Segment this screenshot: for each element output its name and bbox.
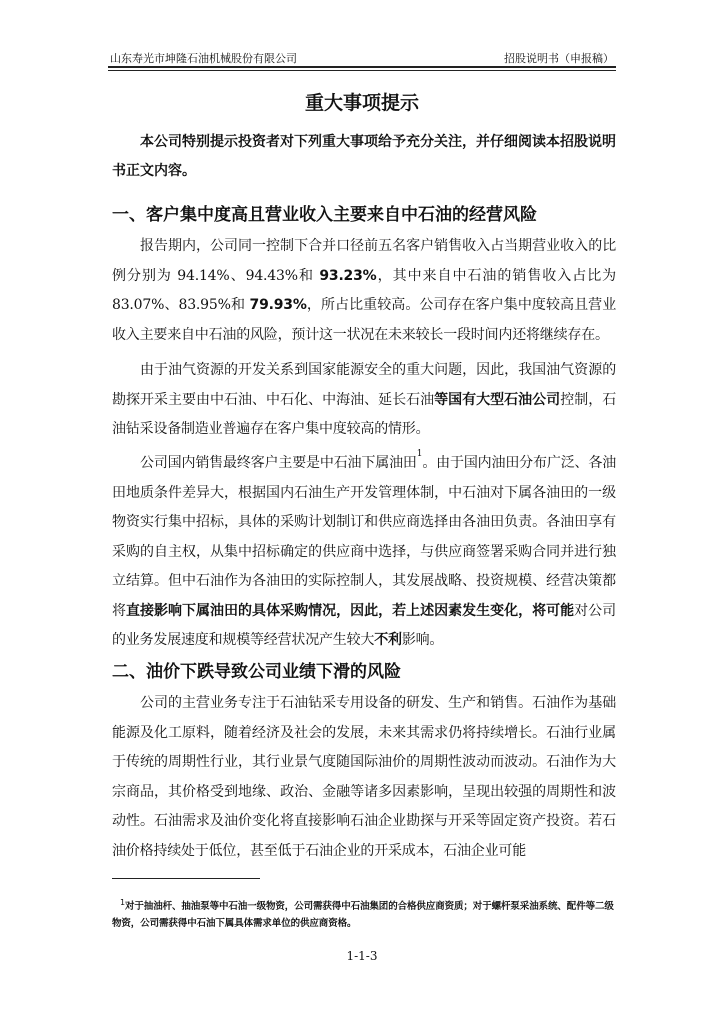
text-span: 公司国内销售最终客户主要是中石油下属油田 [140,455,417,471]
section-2-heading: 二、油价下跌导致公司业绩下滑的风险 [112,662,401,682]
footnote-reference[interactable]: 1 [416,449,423,459]
section-1-paragraph-3 [112,449,616,656]
header-company-name: 山东寿光市坤隆石油机械股份有限公司 [110,52,297,65]
text-span: ，其中来自中石油的销售收入占比为 83.07%、83.95%和 [112,267,616,313]
bold-text: 不利 [374,632,402,648]
text-span: 报告期内，公司同一控制下合并口径前五名客户销售收入占当期营业收入的比例分别为 94.14%、94.43%和 [112,238,616,284]
header-rule-thin [108,70,616,71]
page-title: 重大事项提示 [304,92,419,114]
text-span: 影响。 [401,632,444,648]
footnote-mark: 1 [120,898,125,907]
section-1-paragraph-1 [112,232,616,350]
text-span: 控制，石油钻采设备制造业普遍存在客户集中度较高的情形。 [112,391,617,437]
footnote-text: 对于抽油杆、抽油泵等中石油一级物资，公司需获得中石油集团的合格供应商资质；对于螺杆泵采油系统、配件等二级物资，公司需获得中石油下属具体需求单位的供应商资格。 [112,901,614,929]
text-span: 由于油气资源的开发关系到国家能源安全的重大问题，因此，我国油气资源的勘探开采主要由中石油、中石化、中海油、延长石油 [112,362,616,408]
bold-text: 直接影响下属油田的具体采购情况，因此，若上述因素发生变化，将可能 [126,602,575,619]
footnote-separator [112,878,260,879]
intro-paragraph: 本公司特别提示投资者对下列重大事项给予充分关注，并仔细阅读本招股说明书正文内容。 [112,134,616,179]
bold-value: 79.93% [249,297,307,313]
text-span: 。由于国内油田分布广泛、各油田地质条件差异大，根据国内石油生产开发管理体制，中石油对下属各油田的一级物资实行集中招标，具体的采购计划制订和供应商选择由各油田负责。各油田享有采购的自主权，从集中招标确定的供应商中选择，与供应商签署采购合同并进行独立结算。但中石油作为各油田的实际控制人，其发展战略、投资规模、经营决策都将 [112,455,617,619]
bold-value: 93.23% [319,267,377,284]
bold-text: 等国有大型石油公司 [434,391,561,408]
section-1-paragraph-2 [112,356,616,445]
header-rule [108,66,616,68]
footnote [112,898,616,932]
text-span: 对公司的业务发展速度和规模等经营状况产生较大 [112,602,616,648]
section-2-paragraph-1: 公司的主营业务专注于石油钻采专用设备的研发、生产和销售。石油作为基础能源及化工原料，随着经济及社会的发展，未来其需求仍将持续增长。石油行业属于传统的周期性行业，其行业景气度随国际油价的周期性波动而波动。石油作为大宗商品，其价格受到地缘、政治、金融等诸多因素影响，呈现出较强的周期性和波动性。石油需求及油价变化将直接影响石油企业勘探与开采等固定资产投资。若石油价格持续处于低位，甚至低于石油企业的开采成本，石油企业可能 [112,695,616,859]
text-span: ，所占比重较高。公司存在客户集中度较高且营业收入主要来自中石油的风险，预计这一状况在未来较长一段时间内还将继续存在。 [112,297,616,343]
section-1-heading: 一、客户集中度高且营业收入主要来自中石油的经营风险 [112,205,537,225]
header-document-type: 招股说明书（申报稿） [504,52,614,65]
page-number: 1-1-3 [346,949,378,963]
